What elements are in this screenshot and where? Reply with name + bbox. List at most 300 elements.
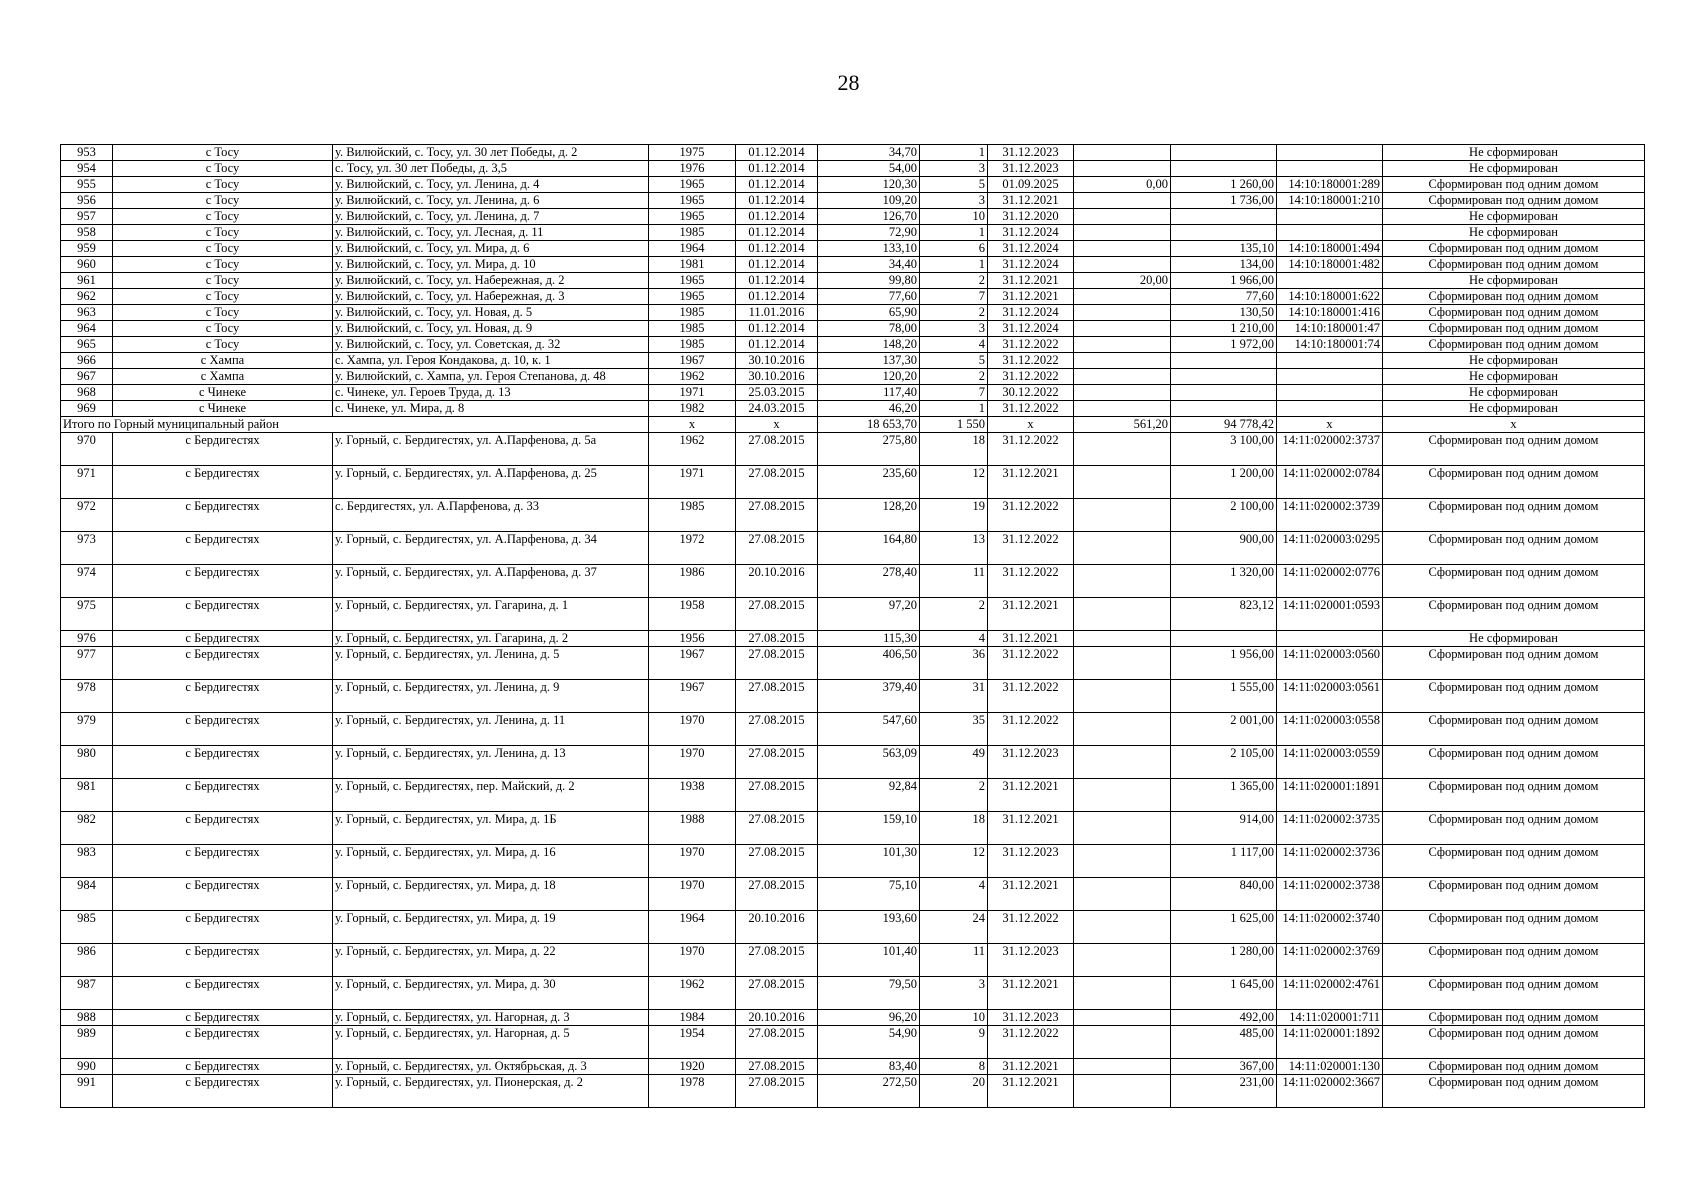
- deadline-cell: 30.12.2022: [988, 385, 1074, 401]
- date-cell: 27.08.2015: [736, 1026, 818, 1059]
- table-row: [61, 289, 1645, 305]
- table-row: [61, 337, 1645, 353]
- column-10-cell: 2 105,00: [1171, 746, 1277, 779]
- total-cadastral: x: [1277, 417, 1383, 433]
- year-cell: 1965: [649, 193, 736, 209]
- table-row: [61, 209, 1645, 225]
- status-cell: Сформирован под одним домом: [1383, 466, 1645, 499]
- column-9-cell: [1074, 845, 1171, 878]
- date-cell: 27.08.2015: [736, 878, 818, 911]
- date-cell: 24.03.2015: [736, 401, 818, 417]
- settlement-cell: с Бердигестях: [113, 631, 333, 647]
- row-number: 966: [61, 353, 113, 369]
- column-10-cell: 135,10: [1171, 241, 1277, 257]
- cadastral-number-cell: 14:11:020002:3739: [1277, 499, 1383, 532]
- column-9-cell: [1074, 680, 1171, 713]
- table-row: [61, 779, 1645, 812]
- area-cell: 77,60: [818, 289, 920, 305]
- column-10-cell: [1171, 401, 1277, 417]
- column-9-cell: [1074, 598, 1171, 631]
- area-cell: 278,40: [818, 565, 920, 598]
- residents-cell: 3: [920, 321, 988, 337]
- row-number: 987: [61, 977, 113, 1010]
- status-cell: Сформирован под одним домом: [1383, 532, 1645, 565]
- table-row: [61, 1010, 1645, 1026]
- cadastral-number-cell: 14:11:020001:0593: [1277, 598, 1383, 631]
- row-number: 971: [61, 466, 113, 499]
- column-10-cell: 1 625,00: [1171, 911, 1277, 944]
- status-cell: Сформирован под одним домом: [1383, 1059, 1645, 1075]
- deadline-cell: 31.12.2023: [988, 145, 1074, 161]
- column-9-cell: 0,00: [1074, 177, 1171, 193]
- deadline-cell: 31.12.2021: [988, 631, 1074, 647]
- area-cell: 99,80: [818, 273, 920, 289]
- date-cell: 01.12.2014: [736, 225, 818, 241]
- settlement-cell: с Бердигестях: [113, 944, 333, 977]
- area-cell: 406,50: [818, 647, 920, 680]
- cadastral-number-cell: 14:11:020003:0558: [1277, 713, 1383, 746]
- status-cell: Не сформирован: [1383, 209, 1645, 225]
- year-cell: 1985: [649, 305, 736, 321]
- table-row: [61, 257, 1645, 273]
- deadline-cell: 31.12.2021: [988, 193, 1074, 209]
- table-row: [61, 680, 1645, 713]
- column-10-cell: 3 100,00: [1171, 433, 1277, 466]
- residents-cell: 3: [920, 161, 988, 177]
- column-10-cell: [1171, 225, 1277, 241]
- residents-cell: 7: [920, 289, 988, 305]
- status-cell: Не сформирован: [1383, 401, 1645, 417]
- row-number: 968: [61, 385, 113, 401]
- column-9-cell: [1074, 647, 1171, 680]
- housing-registry-table: [60, 144, 1645, 1108]
- table-row: [61, 305, 1645, 321]
- column-9-cell: [1074, 305, 1171, 321]
- area-cell: 120,20: [818, 369, 920, 385]
- row-number: 964: [61, 321, 113, 337]
- column-9-cell: [1074, 161, 1171, 177]
- table-row: [61, 1075, 1645, 1108]
- settlement-cell: с Бердигестях: [113, 532, 333, 565]
- column-9-cell: 20,00: [1074, 273, 1171, 289]
- deadline-cell: 31.12.2021: [988, 779, 1074, 812]
- column-10-cell: 2 100,00: [1171, 499, 1277, 532]
- settlement-cell: с Бердигестях: [113, 779, 333, 812]
- settlement-cell: с Бердигестях: [113, 433, 333, 466]
- date-cell: 30.10.2016: [736, 353, 818, 369]
- address-cell: с. Бердигестях, ул. А.Парфенова, д. 33: [333, 499, 649, 532]
- settlement-cell: с Тосу: [113, 161, 333, 177]
- cadastral-number-cell: [1277, 273, 1383, 289]
- column-10-cell: 1 555,00: [1171, 680, 1277, 713]
- year-cell: 1965: [649, 209, 736, 225]
- year-cell: 1965: [649, 289, 736, 305]
- total-status: x: [1383, 417, 1645, 433]
- area-cell: 275,80: [818, 433, 920, 466]
- settlement-cell: с Бердигестях: [113, 1010, 333, 1026]
- row-number: 957: [61, 209, 113, 225]
- column-10-cell: [1171, 145, 1277, 161]
- address-cell: у. Горный, с. Бердигестях, ул. Ленина, д. 9: [333, 680, 649, 713]
- deadline-cell: 31.12.2022: [988, 401, 1074, 417]
- date-cell: 01.12.2014: [736, 193, 818, 209]
- column-9-cell: [1074, 321, 1171, 337]
- settlement-cell: с Бердигестях: [113, 911, 333, 944]
- settlement-cell: с Бердигестях: [113, 598, 333, 631]
- date-cell: 01.12.2014: [736, 273, 818, 289]
- year-cell: 1967: [649, 353, 736, 369]
- date-cell: 01.12.2014: [736, 257, 818, 273]
- residents-cell: 1: [920, 401, 988, 417]
- deadline-cell: 31.12.2023: [988, 845, 1074, 878]
- date-cell: 27.08.2015: [736, 499, 818, 532]
- deadline-cell: 31.12.2021: [988, 273, 1074, 289]
- column-9-cell: [1074, 812, 1171, 845]
- column-9-cell: [1074, 631, 1171, 647]
- date-cell: 01.12.2014: [736, 337, 818, 353]
- date-cell: 27.08.2015: [736, 779, 818, 812]
- cadastral-number-cell: 14:10:180001:47: [1277, 321, 1383, 337]
- status-cell: Сформирован под одним домом: [1383, 433, 1645, 466]
- cadastral-number-cell: 14:11:020003:0559: [1277, 746, 1383, 779]
- deadline-cell: 31.12.2024: [988, 241, 1074, 257]
- address-cell: у. Горный, с. Бердигестях, пер. Майский, д. 2: [333, 779, 649, 812]
- area-cell: 83,40: [818, 1059, 920, 1075]
- date-cell: 27.08.2015: [736, 631, 818, 647]
- column-10-cell: 2 001,00: [1171, 713, 1277, 746]
- status-cell: Сформирован под одним домом: [1383, 713, 1645, 746]
- residents-cell: 2: [920, 369, 988, 385]
- area-cell: 148,20: [818, 337, 920, 353]
- status-cell: Сформирован под одним домом: [1383, 337, 1645, 353]
- table-row: [61, 369, 1645, 385]
- address-cell: у. Вилюйский, с. Тосу, ул. Лесная, д. 11: [333, 225, 649, 241]
- column-10-cell: 1 280,00: [1171, 944, 1277, 977]
- column-10-cell: 1 966,00: [1171, 273, 1277, 289]
- page-number: 28: [837, 70, 860, 95]
- row-number: 965: [61, 337, 113, 353]
- column-10-cell: [1171, 161, 1277, 177]
- cadastral-number-cell: 14:11:020001:1891: [1277, 779, 1383, 812]
- settlement-cell: с Тосу: [113, 225, 333, 241]
- settlement-cell: с Бердигестях: [113, 713, 333, 746]
- date-cell: 25.03.2015: [736, 385, 818, 401]
- column-9-cell: [1074, 369, 1171, 385]
- column-9-cell: [1074, 289, 1171, 305]
- address-cell: у. Горный, с. Бердигестях, ул. Мира, д. 18: [333, 878, 649, 911]
- column-9-cell: [1074, 746, 1171, 779]
- deadline-cell: 31.12.2023: [988, 746, 1074, 779]
- column-10-cell: 840,00: [1171, 878, 1277, 911]
- year-cell: 1956: [649, 631, 736, 647]
- status-cell: Сформирован под одним домом: [1383, 1010, 1645, 1026]
- address-cell: с. Чинеке, ул. Мира, д. 8: [333, 401, 649, 417]
- address-cell: у. Вилюйский, с. Тосу, ул. Ленина, д. 4: [333, 177, 649, 193]
- year-cell: 1981: [649, 257, 736, 273]
- area-cell: 65,90: [818, 305, 920, 321]
- residents-cell: 36: [920, 647, 988, 680]
- settlement-cell: с Бердигестях: [113, 565, 333, 598]
- deadline-cell: 31.12.2023: [988, 161, 1074, 177]
- cadastral-number-cell: 14:11:020002:0784: [1277, 466, 1383, 499]
- residents-cell: 13: [920, 532, 988, 565]
- settlement-cell: с Тосу: [113, 337, 333, 353]
- area-cell: 126,70: [818, 209, 920, 225]
- residents-cell: 2: [920, 305, 988, 321]
- residents-cell: 1: [920, 145, 988, 161]
- residents-cell: 9: [920, 1026, 988, 1059]
- deadline-cell: 31.12.2024: [988, 225, 1074, 241]
- row-number: 990: [61, 1059, 113, 1075]
- column-9-cell: [1074, 241, 1171, 257]
- year-cell: 1970: [649, 878, 736, 911]
- row-number: 972: [61, 499, 113, 532]
- deadline-cell: 31.12.2022: [988, 353, 1074, 369]
- status-cell: Сформирован под одним домом: [1383, 241, 1645, 257]
- address-cell: у. Вилюйский, с. Тосу, ул. Советская, д. 32: [333, 337, 649, 353]
- deadline-cell: 31.12.2022: [988, 499, 1074, 532]
- column-9-cell: [1074, 779, 1171, 812]
- date-cell: 27.08.2015: [736, 713, 818, 746]
- residents-cell: 7: [920, 385, 988, 401]
- residents-cell: 49: [920, 746, 988, 779]
- date-cell: 20.10.2016: [736, 911, 818, 944]
- row-number: 982: [61, 812, 113, 845]
- column-10-cell: [1171, 353, 1277, 369]
- residents-cell: 1: [920, 257, 988, 273]
- cadastral-number-cell: 14:11:020002:3738: [1277, 878, 1383, 911]
- row-number: 958: [61, 225, 113, 241]
- date-cell: 01.12.2014: [736, 161, 818, 177]
- row-number: 975: [61, 598, 113, 631]
- settlement-cell: с Тосу: [113, 145, 333, 161]
- cadastral-number-cell: 14:11:020002:3667: [1277, 1075, 1383, 1108]
- status-cell: Сформирован под одним домом: [1383, 845, 1645, 878]
- deadline-cell: 31.12.2021: [988, 1059, 1074, 1075]
- column-9-cell: [1074, 145, 1171, 161]
- total-date: x: [736, 417, 818, 433]
- column-10-cell: 231,00: [1171, 1075, 1277, 1108]
- deadline-cell: 31.12.2022: [988, 713, 1074, 746]
- row-number: 961: [61, 273, 113, 289]
- row-number: 986: [61, 944, 113, 977]
- table-row: [61, 565, 1645, 598]
- cadastral-number-cell: 14:11:020003:0295: [1277, 532, 1383, 565]
- date-cell: 01.12.2014: [736, 289, 818, 305]
- column-10-cell: 823,12: [1171, 598, 1277, 631]
- date-cell: 27.08.2015: [736, 812, 818, 845]
- deadline-cell: 31.12.2023: [988, 944, 1074, 977]
- table-row: [61, 845, 1645, 878]
- residents-cell: 11: [920, 565, 988, 598]
- area-cell: 96,20: [818, 1010, 920, 1026]
- status-cell: Не сформирован: [1383, 369, 1645, 385]
- table-row: [61, 177, 1645, 193]
- deadline-cell: 31.12.2021: [988, 977, 1074, 1010]
- cadastral-number-cell: [1277, 385, 1383, 401]
- area-cell: 272,50: [818, 1075, 920, 1108]
- address-cell: у. Горный, с. Бердигестях, ул. Пионерская, д. 2: [333, 1075, 649, 1108]
- area-cell: 34,70: [818, 145, 920, 161]
- address-cell: у. Горный, с. Бердигестях, ул. Мира, д. 22: [333, 944, 649, 977]
- year-cell: 1967: [649, 680, 736, 713]
- residents-cell: 2: [920, 779, 988, 812]
- area-cell: 101,40: [818, 944, 920, 977]
- table-row: [61, 241, 1645, 257]
- area-cell: 120,30: [818, 177, 920, 193]
- year-cell: 1985: [649, 225, 736, 241]
- column-9-cell: [1074, 466, 1171, 499]
- address-cell: у. Горный, с. Бердигестях, ул. Октябрьская, д. 3: [333, 1059, 649, 1075]
- total-column-10: 94 778,42: [1171, 417, 1277, 433]
- year-cell: 1975: [649, 145, 736, 161]
- year-cell: 1985: [649, 499, 736, 532]
- deadline-cell: 31.12.2022: [988, 1026, 1074, 1059]
- cadastral-number-cell: 14:10:180001:494: [1277, 241, 1383, 257]
- table-row: [61, 944, 1645, 977]
- address-cell: у. Вилюйский, с. Тосу, ул. Набережная, д. 2: [333, 273, 649, 289]
- table-row: [61, 401, 1645, 417]
- area-cell: 54,90: [818, 1026, 920, 1059]
- status-cell: Сформирован под одним домом: [1383, 177, 1645, 193]
- area-cell: 133,10: [818, 241, 920, 257]
- deadline-cell: 31.12.2022: [988, 369, 1074, 385]
- residents-cell: 20: [920, 1075, 988, 1108]
- area-cell: 547,60: [818, 713, 920, 746]
- date-cell: 01.12.2014: [736, 209, 818, 225]
- address-cell: у. Горный, с. Бердигестях, ул. Мира, д. 16: [333, 845, 649, 878]
- cadastral-number-cell: [1277, 225, 1383, 241]
- status-cell: Сформирован под одним домом: [1383, 680, 1645, 713]
- area-cell: 92,84: [818, 779, 920, 812]
- total-year: x: [649, 417, 736, 433]
- column-9-cell: [1074, 353, 1171, 369]
- cadastral-number-cell: [1277, 145, 1383, 161]
- date-cell: 20.10.2016: [736, 565, 818, 598]
- address-cell: с. Тосу, ул. 30 лет Победы, д. 3,5: [333, 161, 649, 177]
- address-cell: у. Вилюйский, с. Тосу, ул. Новая, д. 9: [333, 321, 649, 337]
- table-row: [61, 746, 1645, 779]
- area-cell: 78,00: [818, 321, 920, 337]
- row-number: 977: [61, 647, 113, 680]
- year-cell: 1962: [649, 433, 736, 466]
- cadastral-number-cell: 14:10:180001:416: [1277, 305, 1383, 321]
- address-cell: у. Вилюйский, с. Тосу, ул. 30 лет Победы, д. 2: [333, 145, 649, 161]
- settlement-cell: с Чинеке: [113, 385, 333, 401]
- deadline-cell: 31.12.2024: [988, 321, 1074, 337]
- address-cell: у. Горный, с. Бердигестях, ул. А.Парфенова, д. 5а: [333, 433, 649, 466]
- settlement-cell: с Хампа: [113, 369, 333, 385]
- address-cell: у. Горный, с. Бердигестях, ул. Ленина, д. 11: [333, 713, 649, 746]
- row-number: 962: [61, 289, 113, 305]
- column-9-cell: [1074, 337, 1171, 353]
- settlement-cell: с Тосу: [113, 273, 333, 289]
- date-cell: 01.12.2014: [736, 241, 818, 257]
- cadastral-number-cell: 14:11:020002:3736: [1277, 845, 1383, 878]
- cadastral-number-cell: 14:11:020002:3769: [1277, 944, 1383, 977]
- table-row: [61, 161, 1645, 177]
- row-number: 976: [61, 631, 113, 647]
- settlement-cell: с Бердигестях: [113, 878, 333, 911]
- cadastral-number-cell: [1277, 631, 1383, 647]
- year-cell: 1920: [649, 1059, 736, 1075]
- status-cell: Сформирован под одним домом: [1383, 812, 1645, 845]
- table-row: [61, 878, 1645, 911]
- cadastral-number-cell: 14:11:020002:3740: [1277, 911, 1383, 944]
- year-cell: 1962: [649, 977, 736, 1010]
- status-cell: Сформирован под одним домом: [1383, 647, 1645, 680]
- cadastral-number-cell: [1277, 369, 1383, 385]
- year-cell: 1964: [649, 911, 736, 944]
- status-cell: Сформирован под одним домом: [1383, 305, 1645, 321]
- area-cell: 193,60: [818, 911, 920, 944]
- column-10-cell: [1171, 385, 1277, 401]
- area-cell: 101,30: [818, 845, 920, 878]
- residents-cell: 4: [920, 337, 988, 353]
- column-10-cell: 1 736,00: [1171, 193, 1277, 209]
- address-cell: с. Чинеке, ул. Героев Труда, д. 13: [333, 385, 649, 401]
- year-cell: 1971: [649, 385, 736, 401]
- date-cell: 27.08.2015: [736, 845, 818, 878]
- deadline-cell: 31.12.2021: [988, 598, 1074, 631]
- column-9-cell: [1074, 225, 1171, 241]
- year-cell: 1988: [649, 812, 736, 845]
- table-row: [61, 1026, 1645, 1059]
- status-cell: Сформирован под одним домом: [1383, 977, 1645, 1010]
- row-number: 955: [61, 177, 113, 193]
- year-cell: 1970: [649, 845, 736, 878]
- column-10-cell: 1 200,00: [1171, 466, 1277, 499]
- address-cell: у. Вилюйский, с. Тосу, ул. Мира, д. 10: [333, 257, 649, 273]
- residents-cell: 31: [920, 680, 988, 713]
- column-9-cell: [1074, 565, 1171, 598]
- year-cell: 1982: [649, 401, 736, 417]
- residents-cell: 4: [920, 878, 988, 911]
- column-10-cell: 134,00: [1171, 257, 1277, 273]
- deadline-cell: 31.12.2021: [988, 1075, 1074, 1108]
- column-9-cell: [1074, 911, 1171, 944]
- settlement-cell: с Бердигестях: [113, 499, 333, 532]
- date-cell: 27.08.2015: [736, 977, 818, 1010]
- address-cell: у. Горный, с. Бердигестях, ул. Мира, д. 30: [333, 977, 649, 1010]
- address-cell: у. Горный, с. Бердигестях, ул. Мира, д. 1Б: [333, 812, 649, 845]
- cadastral-number-cell: 14:11:020003:0561: [1277, 680, 1383, 713]
- column-10-cell: 77,60: [1171, 289, 1277, 305]
- cadastral-number-cell: 14:11:020002:4761: [1277, 977, 1383, 1010]
- column-10-cell: [1171, 369, 1277, 385]
- column-10-cell: 1 365,00: [1171, 779, 1277, 812]
- settlement-cell: с Тосу: [113, 257, 333, 273]
- area-cell: 128,20: [818, 499, 920, 532]
- area-cell: 34,40: [818, 257, 920, 273]
- column-10-cell: [1171, 209, 1277, 225]
- cadastral-number-cell: [1277, 161, 1383, 177]
- status-cell: Не сформирован: [1383, 161, 1645, 177]
- status-cell: Сформирован под одним домом: [1383, 1026, 1645, 1059]
- table-row: [61, 713, 1645, 746]
- date-cell: 27.08.2015: [736, 598, 818, 631]
- status-cell: Не сформирован: [1383, 353, 1645, 369]
- residents-cell: 19: [920, 499, 988, 532]
- status-cell: Сформирован под одним домом: [1383, 779, 1645, 812]
- area-cell: 379,40: [818, 680, 920, 713]
- row-number: 991: [61, 1075, 113, 1108]
- settlement-cell: с Бердигестях: [113, 647, 333, 680]
- table-row: [61, 598, 1645, 631]
- row-number: 973: [61, 532, 113, 565]
- date-cell: 01.12.2014: [736, 145, 818, 161]
- settlement-cell: с Бердигестях: [113, 977, 333, 1010]
